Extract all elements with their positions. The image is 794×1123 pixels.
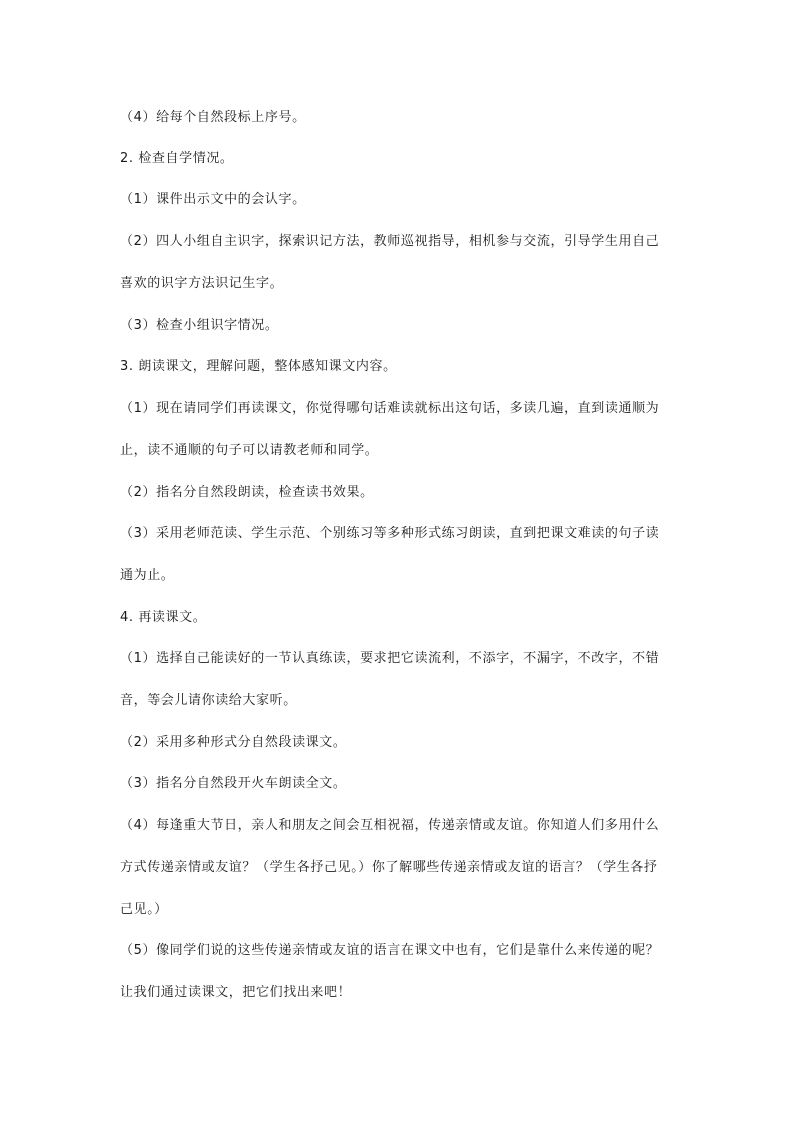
section-heading: 4. 再读课文。	[120, 610, 207, 625]
text-line: （2）指名分自然段朗读，检查读书效果。	[120, 485, 374, 500]
text-line: （5）像同学们说的这些传递亲情或友谊的语言在课文中也有，它们是靠什么来传递的呢？	[120, 943, 660, 958]
text-line: （3）采用老师范读、学生示范、个别练习等多种形式练习朗读，直到把课文难读的句子读	[120, 526, 660, 541]
text-line: （1）现在请同学们再读课文，你觉得哪句话难读就标出这句话，多读几遍，直到读通顺为	[120, 401, 660, 416]
text-line: （1）选择自己能读好的一节认真练读，要求把它读流利，不添字，不漏字，不改字，不错	[120, 651, 660, 666]
text-line: 己见。）	[120, 902, 168, 917]
text-line: 方式传递亲情或友谊？（学生各抒己见。）你了解哪些传递亲情或友谊的语言？（学生各抒	[120, 860, 658, 875]
text-line: （1）课件出示文中的会认字。	[120, 192, 306, 207]
text-line: （2）采用多种形式分自然段读课文。	[120, 735, 347, 750]
text-line: （3）检查小组识字情况。	[120, 318, 279, 333]
text-line: 音，等会儿请你读给大家听。	[120, 693, 297, 708]
text-line: （4）给每个自然段标上序号。	[120, 110, 306, 125]
section-heading: 3. 朗读课文，理解问题，整体感知课文内容。	[120, 359, 397, 374]
text-line: （3）指名分自然段开火车朗读全文。	[120, 776, 347, 791]
text-line: 让我们通过读课文，把它们找出来吧！	[120, 985, 352, 1000]
text-line: （2）四人小组自主识字，探索识记方法，教师巡视指导，相机参与交流，引导学生用自己	[120, 234, 660, 249]
section-heading: 2. 检查自学情况。	[120, 151, 234, 166]
text-line: 止，读不通顺的句子可以请教老师和同学。	[120, 443, 379, 458]
text-line: 喜欢的识字方法识记生字。	[120, 276, 284, 291]
text-line: （4）每逢重大节日，亲人和朋友之间会互相祝福，传递亲情或友谊。你知道人们多用什么	[120, 818, 660, 833]
text-line: 通为止。	[120, 568, 175, 583]
